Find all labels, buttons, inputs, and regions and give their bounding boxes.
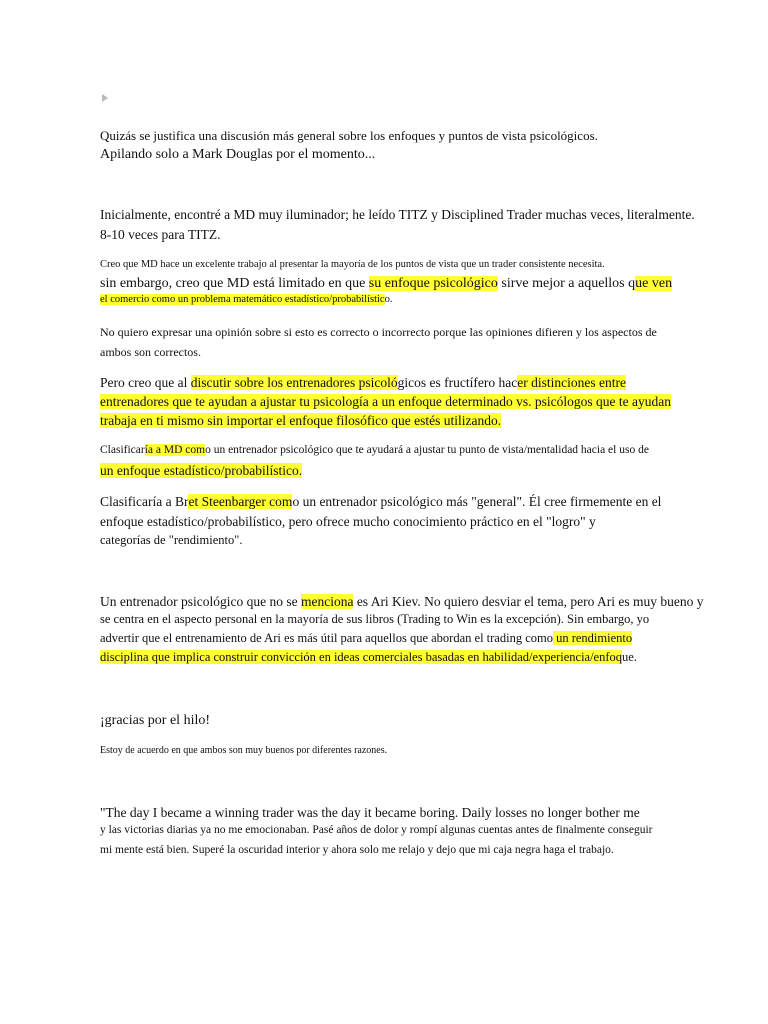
paragraph-line: enfoque estadístico/probabilístico, pero ofrece mucho conocimiento práctico en el "logro" y [100, 514, 596, 529]
text-run: ue. [622, 650, 637, 664]
paragraph-line [100, 414, 501, 428]
highlighted-text: su enfoque psicológico [368, 276, 498, 291]
highlighted-text: discutir sobre los entrenadores psicoló [190, 375, 398, 390]
text-run: o. [384, 294, 393, 305]
paragraph-line: mi mente está bien. Superé la oscuridad interior y ahora solo me relajo y dejo que mi caja negra haga el trabajo. [100, 844, 614, 856]
text-run: gicos es fructífero hac [397, 375, 518, 390]
highlighted-text: que te ayudan a ajustar tu psicología a un enfoque determinado vs. psicólogos que te ayudan [172, 394, 671, 409]
paragraph-line: "The day I became a winning trader was the day it became boring. Daily losses no longer bother me [100, 805, 640, 820]
paragraph-line: 8-10 veces para TITZ. [100, 227, 221, 242]
highlighted-text: entrenadores [100, 394, 173, 409]
highlighted-text: ue ven [635, 276, 673, 291]
paragraph-line [100, 651, 637, 664]
paragraph-line: Apilando solo a Mark Douglas por el momento... [100, 147, 376, 162]
paragraph-line [100, 495, 661, 509]
paragraph-line [100, 445, 649, 457]
paragraph-line: ambos son correctos. [100, 345, 201, 359]
paragraph-line [100, 395, 671, 409]
highlighted-text: ía a MD com [144, 444, 206, 456]
highlighted-text: un rendimiento [552, 631, 633, 645]
highlighted-text: er distinciones entre [517, 375, 626, 390]
highlighted-text: trabaja en ti mismo sin importar el enfoque filosófico que estés utilizando. [100, 413, 502, 428]
text-run: advertir que el entrenamiento de Ari es más útil para aquellos que abordan el trading como [100, 631, 553, 645]
paragraph-line: Inicialmente, encontré a MD muy iluminador; he leído TITZ y Disciplined Trader muchas veces, literalmente. [100, 207, 695, 222]
highlighted-text: et Steenbarger com [188, 494, 293, 509]
text-run: Pero creo que al [100, 375, 191, 390]
highlighted-text: un enfoque estadístico/probabilístico. [100, 463, 303, 478]
paragraph-line: Estoy de acuerdo en que ambos son muy buenos por diferentes razones. [100, 745, 388, 756]
text-run: Clasificar [100, 444, 145, 456]
paragraph-line: y las victorias diarias ya no me emocionaban. Pasé años de dolor y rompí algunas cuentas antes de finalmente conseguir [100, 824, 653, 836]
paragraph-line [100, 632, 632, 645]
text-run: o un entrenador psicológico que te ayudará a ajustar tu punto de vista/mentalidad hacia el uso de [205, 444, 649, 456]
paragraph-line [100, 295, 392, 306]
paragraph-line [100, 277, 672, 291]
paragraph-line: ¡gracias por el hilo! [100, 713, 211, 728]
play-icon [102, 94, 108, 102]
paragraph-line: categorías de "rendimiento". [100, 533, 243, 547]
paragraph-line [100, 376, 626, 390]
text-run: sirve mejor a aquellos q [497, 276, 636, 291]
paragraph-line [100, 464, 302, 478]
paragraph-line [100, 595, 703, 609]
text-run: sin embargo, creo que MD está limitado en que [100, 276, 369, 291]
highlighted-text: menciona [300, 594, 354, 609]
paragraph-line: Quizás se justifica una discusión más general sobre los enfoques y puntos de vista psicológicos. [100, 128, 598, 143]
paragraph-line: Creo que MD hace un excelente trabajo al presentar la mayoría de los puntos de vista que un trader consistente necesita. [100, 259, 605, 270]
text-run: Clasificaría a Br [100, 494, 189, 509]
paragraph-line: No quiero expresar una opinión sobre si esto es correcto o incorrecto porque las opiniones difieren y los aspectos de [100, 325, 657, 339]
text-run: es Ari Kiev. No quiero desviar el tema, pero Ari es muy bueno y [353, 594, 704, 609]
text-run: Un entrenador psicológico que no se [100, 594, 301, 609]
paragraph-line: se centra en el aspecto personal en la mayoría de sus libros (Trading to Win es la excepción). Sin embargo, yo [100, 612, 650, 626]
text-run: o un entrenador psicológico más "general". Él cree firmemente en el [292, 494, 662, 509]
highlighted-text: disciplina que implica construir convicción en ideas comerciales basadas en habilidad/experiencia/enfoq [100, 650, 623, 664]
highlighted-text: el comercio como un problema matemático estadístico/probabilístic [100, 294, 385, 305]
